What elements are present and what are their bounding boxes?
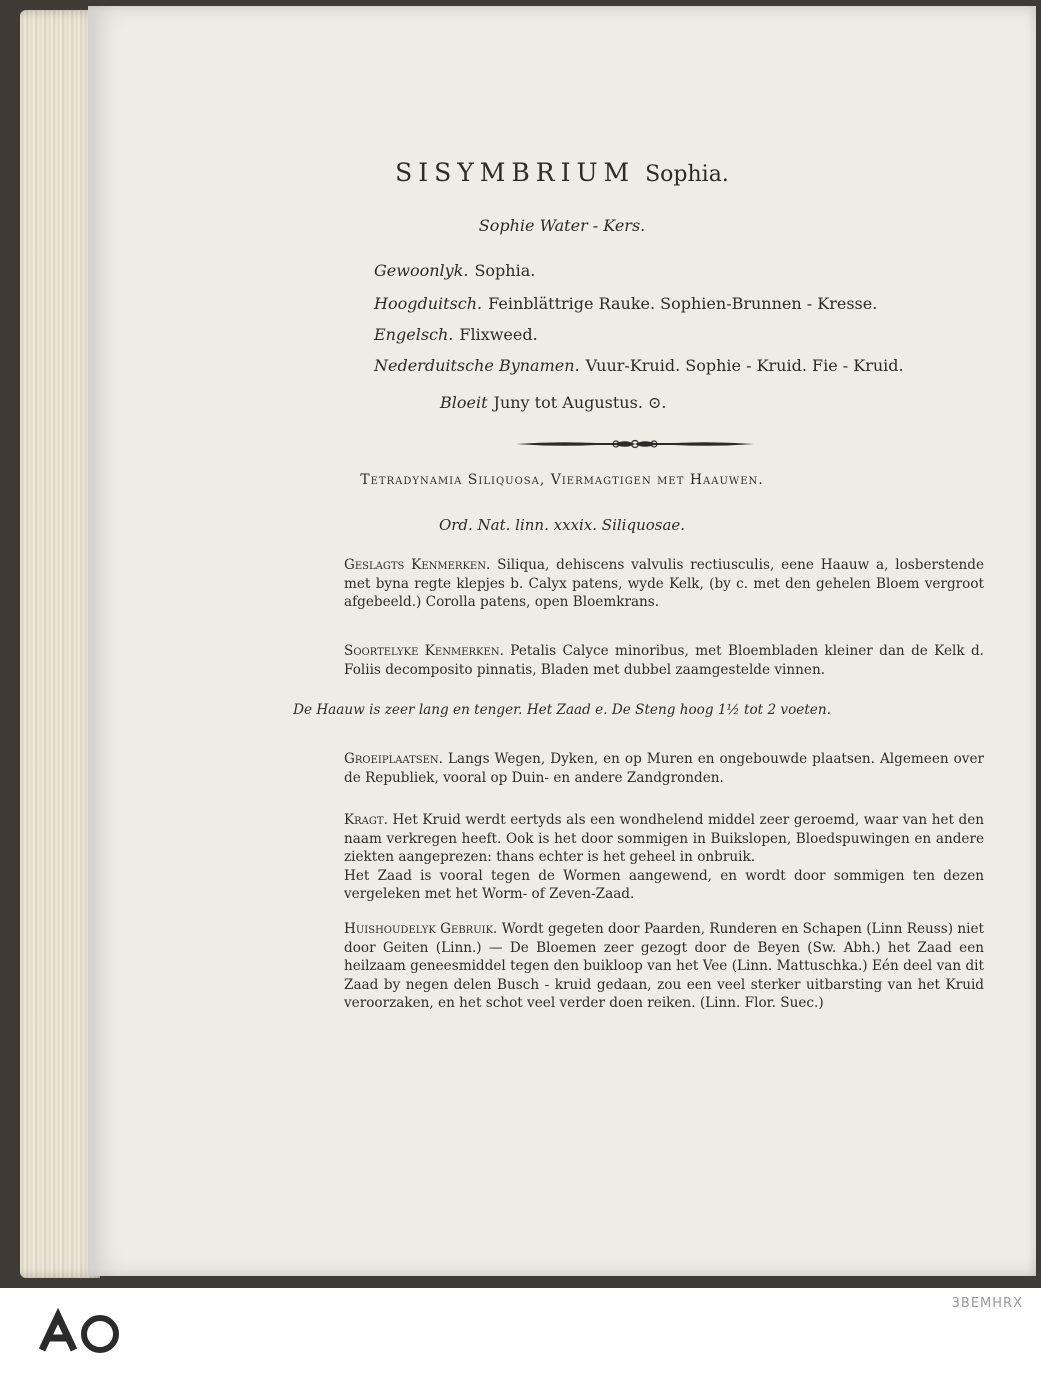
synonym-label: Hoogduitsch. xyxy=(374,294,483,313)
bloei-label: Bloeit xyxy=(440,393,488,412)
synonym-text: Vuur-Kruid. Sophie - Kruid. Fie - Kruid. xyxy=(585,356,904,375)
huis-head: Huishoudelyk Gebruik. xyxy=(344,921,498,937)
kragt-paragraph xyxy=(344,811,984,904)
title-species: Sophia. xyxy=(645,162,729,187)
book-page xyxy=(88,6,1036,1276)
stock-footer xyxy=(0,1288,1041,1390)
geslagts-text: Siliqua, dehiscens valvulis rectiusculis, eene Haauw a, losberstende met byna regte klepjes b. Calyx patens, wyde Kelk, (by c. met den gehelen Bloem vergroot afgebeeld.) Corolla patens, open Bloemkrans. xyxy=(344,557,984,610)
haauw-note: De Haauw is zeer lang en tenger. Het Zaad e. De Steng hoog 1½ tot 2 voeten. xyxy=(293,702,831,718)
huis-paragraph xyxy=(344,920,984,1013)
soortelyke-paragraph xyxy=(344,642,984,679)
stock-logo-icon xyxy=(22,1302,132,1366)
bloei-text: Juny tot Augustus. xyxy=(493,393,643,412)
annual-symbol-icon: ⊙. xyxy=(648,393,667,412)
synonym-line xyxy=(374,325,538,344)
synonym-text: Sophia. xyxy=(474,261,536,280)
synonym-label: Nederduitsche Bynamen. xyxy=(374,356,580,375)
page-title xyxy=(88,158,1036,187)
synonym-label: Gewoonlyk. xyxy=(374,261,469,280)
geslagts-head: Geslagts Kenmerken. xyxy=(344,557,491,573)
ornament-divider-icon xyxy=(516,438,754,450)
synonym-text: Feinblättrige Rauke. Sophien-Brunnen - Kresse. xyxy=(488,294,878,313)
groei-paragraph xyxy=(344,750,984,787)
geslagts-paragraph xyxy=(344,556,984,612)
synonym-line xyxy=(374,356,904,375)
groei-text: Langs Wegen, Dyken, en op Muren en ongebouwde plaatsen. Algemeen over de Republiek, vooral op Duin- en andere Zandgronden. xyxy=(344,751,984,786)
synonym-label: Engelsch. xyxy=(374,325,454,344)
huis-text: Wordt gegeten door Paarden, Runderen en Schapen (Linn Reuss) niet door Geiten (Linn.) — De Bloemen zeer gezogt door de Beyen (Sw. Abh.) het Zaad een heilzaam geneesmiddel tegen den buikloop van het Vee (Linn. Mattuschka.) Eén deel van dit Zaad by negen delen Busch - kruid gedaan, zou een veel sterker uitbarsting van het Kruid veroorzaken, en het schot veel verder doen reiken. (Linn. Flor. Suec.) xyxy=(344,921,984,1011)
ordo-heading: Ord. Nat. linn. xxxix. Siliquosae. xyxy=(438,516,686,534)
classis-heading: Tetradynamia Siliquosa, Viermagtigen met Haauwen. xyxy=(360,472,764,488)
title-genus: SISYMBRIUM xyxy=(395,158,636,187)
bloei-line xyxy=(440,393,667,412)
synonym-text: Flixweed. xyxy=(459,325,538,344)
groei-head: Groeiplaatsen. xyxy=(344,751,443,767)
page-subtitle: Sophie Water - Kers. xyxy=(478,216,646,235)
soortelyke-text: Petalis Calyce minoribus, met Bloembladen kleiner dan de Kelk d. Foliis decomposito pinnatis, Bladen met dubbel zaamgestelde vinnen. xyxy=(344,643,985,678)
soortelyke-head: Soortelyke Kenmerken. xyxy=(344,643,504,659)
kragt-text: Het Kruid werdt eertyds als een wondhelend middel zeer geroemd, waar van het den naam verkregen heeft. Ook is het door sommigen in Buikslopen, Bloedspuwingen en andere ziekten aangeprezen: thans echter is het geheel in onbruik. xyxy=(344,812,984,865)
synonym-line xyxy=(374,294,877,313)
synonym-line xyxy=(374,261,535,280)
kragt-text-2: Het Zaad is vooral tegen de Wormen aangewend, en wordt door sommigen ten dezen vergeleken met het Worm- of Zeven-Zaad. xyxy=(344,867,984,902)
kragt-head: Kragt. xyxy=(344,812,388,828)
stock-id: 3BEMHRX xyxy=(951,1296,1023,1311)
